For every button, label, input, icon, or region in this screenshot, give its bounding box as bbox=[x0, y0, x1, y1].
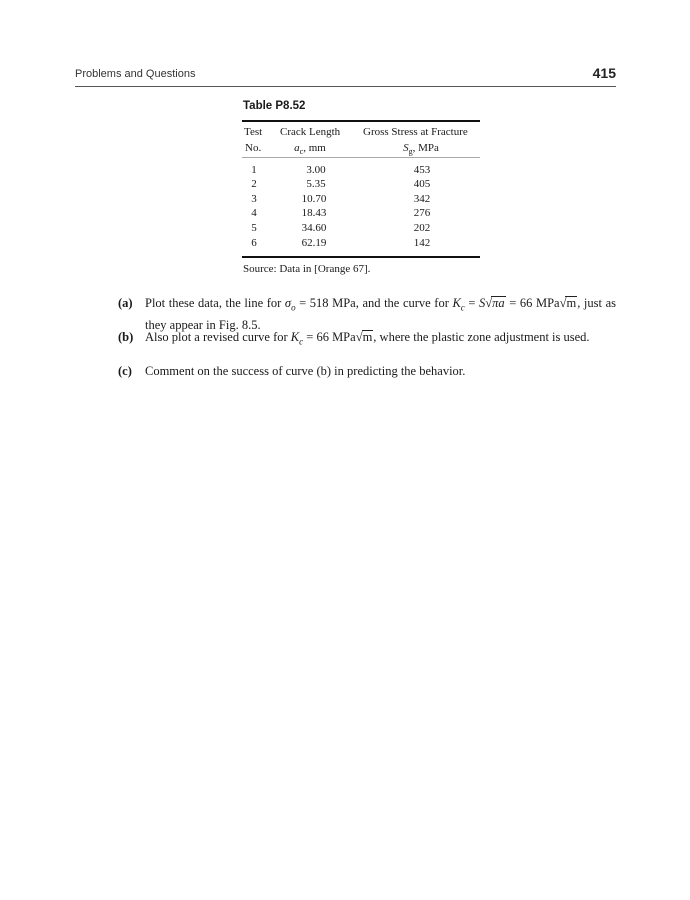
question-c bbox=[118, 363, 616, 380]
cell-crack-length: 18.43 bbox=[301, 207, 327, 219]
table-source: Source: Data in [Orange 67]. bbox=[243, 263, 371, 275]
cell-test-no: 1 bbox=[251, 164, 257, 176]
table-header-gross-stress-unit: $S_g$, MPa bbox=[403, 142, 439, 157]
table-header-no: No. bbox=[245, 142, 262, 154]
table-rule-bottom bbox=[242, 256, 480, 258]
cell-stress: 405 bbox=[413, 178, 431, 190]
cell-test-no: 5 bbox=[251, 222, 257, 234]
page-number: 415 bbox=[592, 65, 616, 81]
cell-stress: 142 bbox=[413, 237, 431, 249]
question-text: Plot these data, the line for $\sigma_o = 518$ MPa, and the curve for $K_c = S√\pi a = 66$ MPa√m, just as they appear in Fig. 8.5. bbox=[145, 296, 616, 332]
cell-test-no: 4 bbox=[251, 207, 257, 219]
running-title: Problems and Questions bbox=[75, 68, 196, 80]
table-header-crack-length: Crack Length bbox=[280, 126, 341, 138]
cell-crack-length: 34.60 bbox=[301, 222, 327, 234]
question-label: (a) bbox=[118, 296, 133, 310]
table-rule-mid bbox=[242, 157, 480, 158]
question-b bbox=[118, 329, 616, 351]
question-a bbox=[118, 295, 616, 334]
table-caption: Table P8.52 bbox=[243, 100, 306, 112]
table-header-test: Test bbox=[244, 126, 263, 138]
cell-stress: 276 bbox=[413, 207, 431, 219]
cell-crack-length: 10.70 bbox=[301, 193, 327, 205]
table-rule-top bbox=[242, 120, 480, 122]
question-text: Also plot a revised curve for $K_c = 66$ MPa√m, where the plastic zone adjustment is used. bbox=[145, 330, 590, 347]
cell-crack-length: 5.35 bbox=[306, 178, 326, 190]
question-label: (c) bbox=[118, 364, 132, 378]
cell-stress: 453 bbox=[413, 164, 431, 176]
cell-stress: 202 bbox=[413, 222, 431, 234]
cell-stress: 342 bbox=[413, 193, 431, 205]
cell-test-no: 3 bbox=[251, 193, 257, 205]
page-header bbox=[75, 66, 616, 87]
cell-crack-length: 62.19 bbox=[301, 237, 327, 249]
cell-crack-length: 3.00 bbox=[306, 164, 326, 176]
question-label: (b) bbox=[118, 330, 134, 344]
question-text: Comment on the success of curve (b) in predicting the behavior. bbox=[145, 364, 466, 378]
table-header-crack-length-unit: $a_c$, mm bbox=[294, 142, 326, 157]
table-header-gross-stress: Gross Stress at Fracture bbox=[363, 126, 468, 138]
cell-test-no: 2 bbox=[251, 178, 257, 190]
cell-test-no: 6 bbox=[251, 237, 257, 249]
